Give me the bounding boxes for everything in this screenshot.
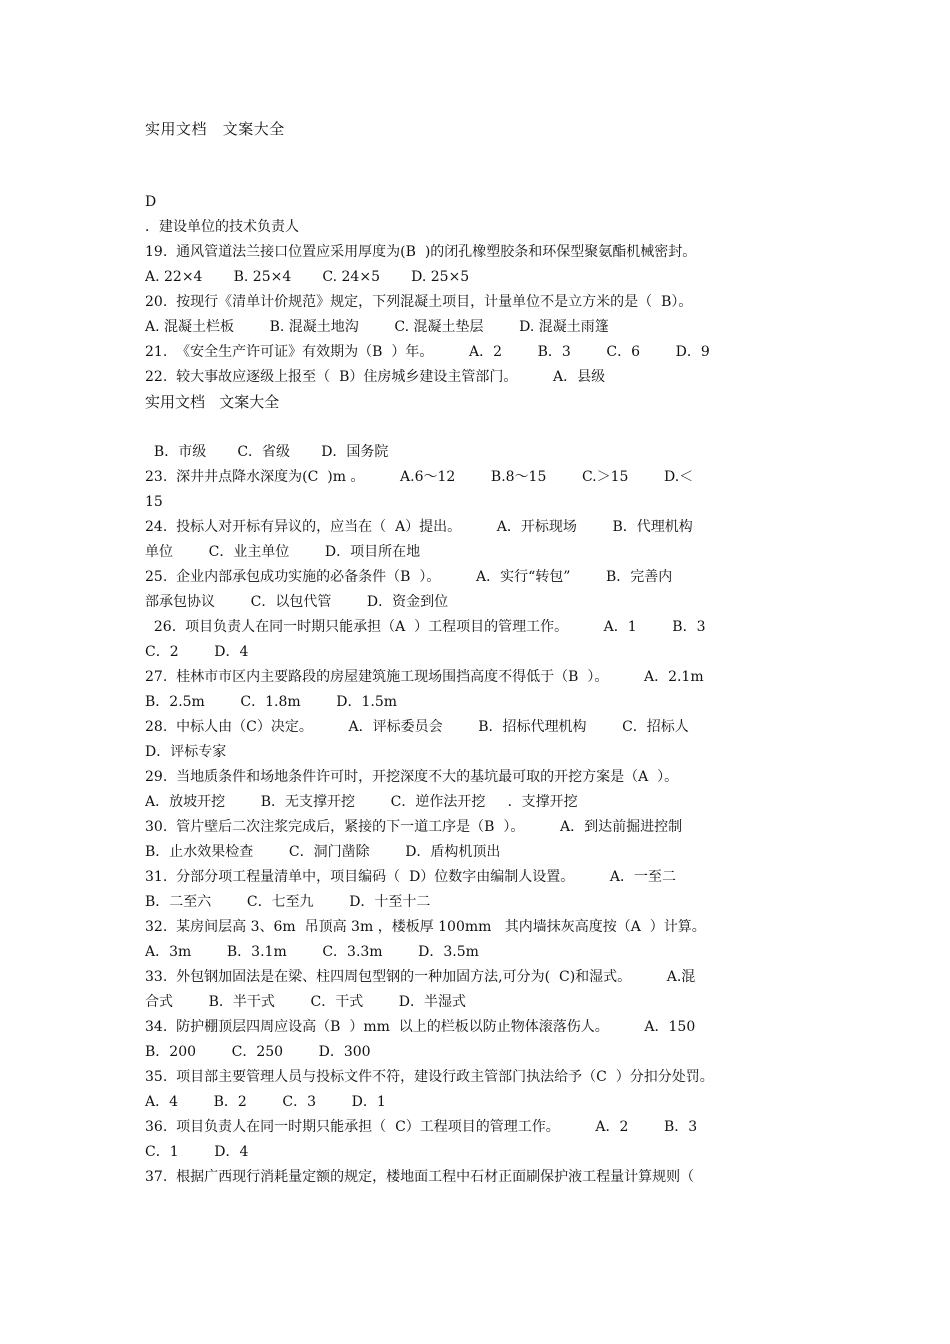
options-28: D．评标专家 [145,744,227,760]
repeated-header: 实用文档 文案大全 [145,393,280,411]
options-23: 15 [145,494,163,510]
text-line: D [145,194,157,210]
options-33: 合式 B．半干式 C．干式 D．半湿式 [145,994,467,1010]
document-body [145,190,810,1190]
question-35: 35. 项目部主要管理人员与投标文件不符，建设行政主管部门执法给予（C ）分扣分处罚。 [145,1069,714,1085]
options-35: A．4 B．2 C．3 D．1 [145,1094,386,1110]
question-19: 19. 通风管道法兰接口位置应采用厚度为(B )的闭孔橡塑胶条和环保型聚氨酯机械密封。 [145,244,697,260]
question-24: 24. 投标人对开标有异议的，应当在（ A）提出。 A．开标现场 B．代理机构 [145,519,693,535]
question-26: 26. 项目负责人在同一时期只能承担（A ）工程项目的管理工作。 A．1 B．3 [145,619,706,635]
question-25: 25. 企业内部承包成功实施的必备条件（B ）。 A．实行“转包” B．完善内 [145,569,673,585]
question-37: 37. 根据广西现行消耗量定额的规定，楼地面工程中石材正面刷保护液工程量计算规则（ [145,1169,695,1185]
options-36: C．1 D．4 [145,1144,249,1160]
question-22: 22. 较大事故应逐级上报至（ B）住房城乡建设主管部门。 A．县级 [145,369,606,385]
options-31: B．二至六 C．七至九 D．十至十二 [145,894,431,910]
question-34: 34. 防护棚顶层四周应设高（B ）mm 以上的栏板以防止物体滚落伤人。 A．150 [145,1019,696,1035]
options-24: 单位 C．业主单位 D．项目所在地 [145,544,421,560]
options-20: A. 混凝土栏板 B. 混凝土地沟 C. 混凝土垫层 D. 混凝土雨篷 [145,319,609,335]
options-26: C．2 D．4 [145,644,249,660]
question-27: 27. 桂林市市区内主要路段的房屋建筑施工现场围挡高度不得低于（B ）。 A．2.1m [145,669,704,685]
options-27: B．2.5m C．1.8m D．1.5m [145,694,398,710]
options-32: A．3m B．3.1m C．3.3m D．3.5m [145,944,479,960]
question-23: 23. 深井井点降水深度为(C )m 。 A.6～12 B.8～15 C.＞15 D.＜ [145,469,694,485]
options-29: A．放坡开挖 B．无支撑开挖 C．逆作法开挖 ．支撑开挖 [145,794,578,810]
options-19: A. 22×4 B. 25×4 C. 24×5 D. 25×5 [145,269,470,285]
question-29: 29. 当地质条件和场地条件许可时，开挖深度不大的基坑最可取的开挖方案是（A ）。 [145,769,679,785]
question-20: 20. 按现行《清单计价规范》规定，下列混凝土项目，计量单位不是立方米的是（ B）。 [145,294,693,310]
page-header: 实用文档 文案大全 [145,120,285,138]
options-22: B．市级 C．省级 D．国务院 [145,444,389,460]
text-line: ．建设单位的技术负责人 [145,219,299,235]
question-30: 30. 管片壁后二次注浆完成后，紧接的下一道工序是（B ）。 A．到达前掘进控制 [145,819,683,835]
question-33: 33. 外包钢加固法是在梁、柱四周包型钢的一种加固方法,可分为( C)和湿式。 A.混 [145,969,696,985]
options-30: B．止水效果检查 C．洞门凿除 D．盾构机顶出 [145,844,501,860]
question-28: 28. 中标人由（C）决定。 A．评标委员会 B．招标代理机构 C．招标人 [145,719,689,735]
question-31: 31. 分部分项工程量清单中，项目编码（ D）位数字由编制人设置。 A．一至二 [145,869,677,885]
blank-line [145,415,810,440]
options-25: 部承包协议 C．以包代管 D．资金到位 [145,594,449,610]
options-34: B．200 C．250 D．300 [145,1044,371,1060]
question-36: 36. 项目负责人在同一时期只能承担（ C）工程项目的管理工作。 A．2 B．3 [145,1119,698,1135]
question-32: 32. 某房间层高 3、6m 吊顶高 3m ，楼板厚 100mm 其内墙抹灰高度按（A ）计算。 [145,919,706,935]
question-21: 21. 《安全生产许可证》有效期为（B ）年。 A．2 B．3 C．6 D．9 [145,344,710,360]
